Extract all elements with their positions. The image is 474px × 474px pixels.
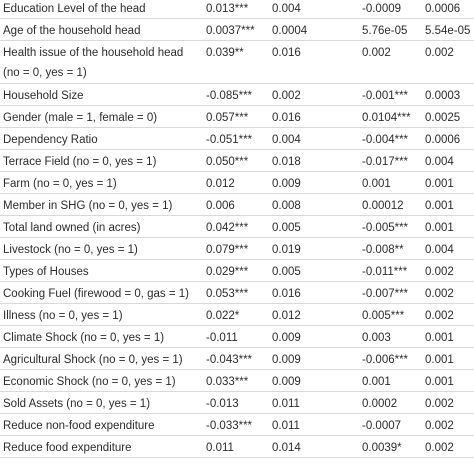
marginal-std-error-cell: 0.002 <box>425 398 454 410</box>
std-error-cell: 0.011 <box>272 420 300 432</box>
table-row <box>0 194 474 216</box>
variable-label: Terrace Field (no = 0, yes = 1) <box>3 156 157 168</box>
coefficient-cell: 0.050*** <box>206 156 249 168</box>
std-error-cell: 0.012 <box>272 310 301 322</box>
table-row <box>0 238 474 260</box>
variable-label: Illness (no = 0, yes = 1) <box>3 310 123 322</box>
table-row <box>0 348 474 370</box>
marginal-std-error-cell: 5.54e-05 <box>425 25 471 37</box>
coefficient-cell: 0.053*** <box>206 288 249 300</box>
std-error-cell: 0.005 <box>272 222 301 234</box>
marginal-effect-cell: 0.0039* <box>362 442 402 454</box>
variable-label: Health issue of the household head <box>3 47 184 59</box>
coefficient-cell: 0.029*** <box>206 266 249 278</box>
std-error-cell: 0.016 <box>272 288 301 300</box>
std-error-cell: 0.002 <box>272 90 301 102</box>
marginal-std-error-cell: 0.004 <box>425 156 454 168</box>
coefficient-cell: 0.079*** <box>206 244 249 256</box>
marginal-effect-cell: 0.00012 <box>362 200 404 212</box>
variable-label-coding: (no = 0, yes = 1) <box>3 67 87 79</box>
table-row <box>0 326 474 348</box>
variable-label: Types of Houses <box>3 266 89 278</box>
marginal-effect-cell: 0.001 <box>362 178 391 190</box>
marginal-effect-cell: -0.0007 <box>362 420 402 432</box>
table-row <box>0 106 474 128</box>
variable-label: Age of the household head <box>3 25 141 37</box>
marginal-std-error-cell: 0.001 <box>425 354 454 366</box>
marginal-effect-cell: -0.001*** <box>362 90 409 102</box>
std-error-cell: 0.019 <box>272 244 301 256</box>
table-row <box>0 84 474 106</box>
marginal-std-error-cell: 0.002 <box>425 266 454 278</box>
variable-label: Economic Shock (no = 0, yes = 1) <box>3 376 176 388</box>
table-row <box>0 436 474 458</box>
table-row <box>0 370 474 392</box>
std-error-cell: 0.005 <box>272 266 301 278</box>
std-error-cell: 0.0004 <box>272 25 308 37</box>
marginal-std-error-cell: 0.001 <box>425 178 454 190</box>
marginal-effect-cell: -0.017*** <box>362 156 409 168</box>
marginal-std-error-cell: 0.0006 <box>425 3 461 15</box>
coefficient-cell: -0.085*** <box>206 90 253 102</box>
marginal-std-error-cell: 0.002 <box>425 288 454 300</box>
std-error-cell: 0.014 <box>272 442 301 454</box>
marginal-std-error-cell: 0.002 <box>425 47 454 59</box>
marginal-std-error-cell: 0.001 <box>425 332 454 344</box>
marginal-effect-cell: -0.006*** <box>362 354 409 366</box>
coefficient-cell: 0.011 <box>206 442 234 454</box>
marginal-std-error-cell: 0.0003 <box>425 90 461 102</box>
marginal-effect-cell: 0.0002 <box>362 398 398 410</box>
std-error-cell: 0.016 <box>272 112 301 124</box>
variable-label: Gender (male = 1, female = 0) <box>3 112 158 124</box>
marginal-effect-cell: 0.0104*** <box>362 112 411 124</box>
std-error-cell: 0.009 <box>272 178 301 190</box>
coefficient-cell: -0.043*** <box>206 354 253 366</box>
coefficient-cell: 0.022* <box>206 310 240 322</box>
std-error-cell: 0.008 <box>272 200 301 212</box>
table-row <box>0 260 474 282</box>
marginal-effect-cell: 0.003 <box>362 332 391 344</box>
variable-label: Cooking Fuel (firewood = 0, gas = 1) <box>3 288 190 300</box>
variable-label: Total land owned (in acres) <box>3 222 141 234</box>
std-error-cell: 0.009 <box>272 376 301 388</box>
variable-label: Member in SHG (no = 0, yes = 1) <box>3 200 173 212</box>
coefficient-cell: 0.042*** <box>206 222 249 234</box>
variable-label: Dependency Ratio <box>3 134 98 146</box>
table-row <box>0 216 474 238</box>
table-row <box>0 414 474 436</box>
coefficient-cell: -0.051*** <box>206 134 253 146</box>
table-row <box>0 19 474 41</box>
std-error-cell: 0.018 <box>272 156 301 168</box>
coefficient-cell: 0.033*** <box>206 376 249 388</box>
coefficient-cell: -0.033*** <box>206 420 253 432</box>
table-row <box>0 282 474 304</box>
table-row <box>0 150 474 172</box>
table-row <box>0 304 474 326</box>
table-row <box>0 128 474 150</box>
variable-label: Agricultural Shock (no = 0, yes = 1) <box>3 354 183 366</box>
std-error-cell: 0.009 <box>272 354 301 366</box>
marginal-effect-cell: -0.008** <box>362 244 404 256</box>
variable-label: Reduce food expenditure <box>3 442 132 454</box>
marginal-effect-cell: -0.011*** <box>362 266 408 278</box>
table-row <box>0 41 474 84</box>
marginal-effect-cell: -0.0009 <box>362 3 402 15</box>
marginal-std-error-cell: 0.001 <box>425 222 454 234</box>
variable-label: Household Size <box>3 90 84 102</box>
table-row <box>0 172 474 194</box>
variable-label: Reduce non-food expenditure <box>3 420 155 432</box>
marginal-std-error-cell: 0.001 <box>425 376 454 388</box>
std-error-cell: 0.009 <box>272 332 301 344</box>
marginal-std-error-cell: 0.002 <box>425 420 454 432</box>
std-error-cell: 0.016 <box>272 47 301 59</box>
marginal-effect-cell: -0.004*** <box>362 134 409 146</box>
std-error-cell: 0.004 <box>272 134 301 146</box>
marginal-effect-cell: -0.007*** <box>362 288 409 300</box>
variable-label: Climate Shock (no = 0, yes = 1) <box>3 332 165 344</box>
marginal-std-error-cell: 0.002 <box>425 442 454 454</box>
coefficient-cell: -0.011 <box>206 332 238 344</box>
variable-label: Livestock (no = 0, yes = 1) <box>3 244 138 256</box>
coefficient-cell: -0.013 <box>206 398 239 410</box>
marginal-std-error-cell: 0.004 <box>425 244 454 256</box>
variable-label: Sold Assets (no = 0, yes = 1) <box>3 398 151 410</box>
coefficient-cell: 0.006 <box>206 200 235 212</box>
marginal-effect-cell: 0.001 <box>362 376 391 388</box>
coefficient-cell: 0.012 <box>206 178 235 190</box>
coefficient-cell: 0.013*** <box>206 3 249 15</box>
variable-label: Education Level of the head <box>3 3 146 15</box>
coefficient-cell: 0.039** <box>206 47 244 59</box>
marginal-std-error-cell: 0.0006 <box>425 134 461 146</box>
marginal-effect-cell: 0.002 <box>362 47 391 59</box>
variable-label: Farm (no = 0, yes = 1) <box>3 178 117 190</box>
marginal-effect-cell: 5.76e-05 <box>362 25 408 37</box>
std-error-cell: 0.011 <box>272 398 300 410</box>
marginal-std-error-cell: 0.0025 <box>425 112 461 124</box>
coefficient-cell: 0.0037*** <box>206 25 255 37</box>
marginal-std-error-cell: 0.002 <box>425 310 454 322</box>
marginal-effect-cell: -0.005*** <box>362 222 409 234</box>
marginal-std-error-cell: 0.001 <box>425 200 454 212</box>
table-row <box>0 0 474 19</box>
std-error-cell: 0.004 <box>272 3 301 15</box>
marginal-effect-cell: 0.005*** <box>362 310 405 322</box>
coefficient-cell: 0.057*** <box>206 112 249 124</box>
table-row <box>0 392 474 414</box>
